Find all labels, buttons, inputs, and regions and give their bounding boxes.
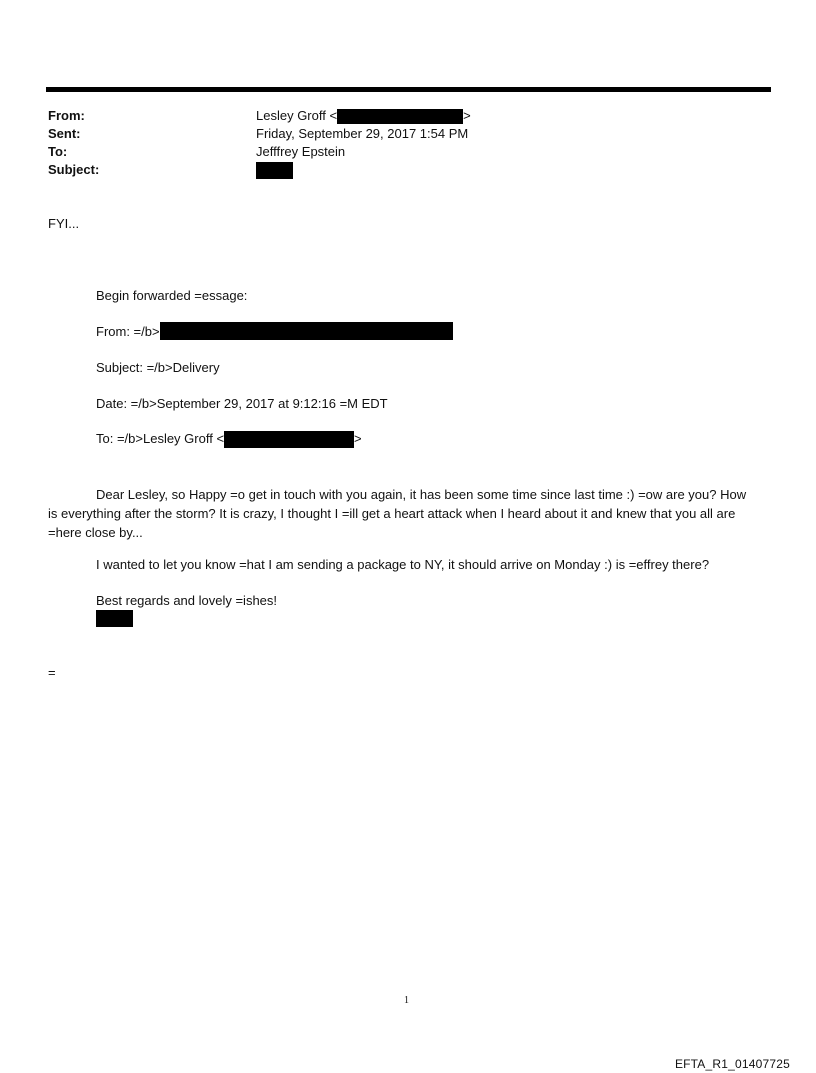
fwd-to-redaction xyxy=(224,431,354,448)
sent-value: Friday, September 29, 2017 1:54 PM xyxy=(256,126,469,141)
subject-redaction xyxy=(256,162,293,179)
trailing-equals: = xyxy=(48,665,56,680)
header-divider xyxy=(46,87,771,92)
fwd-from-redaction xyxy=(160,322,453,340)
from-label: From: xyxy=(48,108,85,123)
closing-line: Best regards and lovely =ishes! xyxy=(96,593,278,608)
paragraph-1-line-3: =here close by... xyxy=(48,525,143,540)
message-paragraph-2: I wanted to let you know =hat I am sending a package to NY, it should arrive on Monday :) is =effrey there? xyxy=(96,557,710,572)
paragraph-1-line-1: Dear Lesley, so Happy =o get in touch with you again, it has been some time since last time :) =ow are you? How xyxy=(96,487,747,502)
redaction-box xyxy=(337,109,463,124)
fwd-to-label: To: =/b>Lesley Groff < xyxy=(96,431,225,446)
fwd-date-line: Date: =/b>September 29, 2017 at 9:12:16 =M EDT xyxy=(96,396,388,411)
to-label: To: xyxy=(48,144,68,159)
forward-intro: Begin forwarded =essage: xyxy=(96,288,248,303)
fyi-text: FYI... xyxy=(48,216,80,231)
subject-label: Subject: xyxy=(48,162,100,177)
fwd-from-label: From: =/b> xyxy=(96,324,160,339)
from-name: Lesley Groff < xyxy=(256,108,338,123)
message-paragraph-1 xyxy=(48,485,778,542)
fwd-to-line xyxy=(96,430,362,448)
fwd-subject-line: Subject: =/b>Delivery xyxy=(96,360,220,375)
fwd-from-line xyxy=(96,323,160,341)
page-number: 1 xyxy=(404,995,409,1006)
to-value: Jefffrey Epstein xyxy=(256,144,346,159)
sent-label: Sent: xyxy=(48,126,81,141)
from-value xyxy=(256,107,471,125)
signature-redaction xyxy=(96,610,133,627)
from-close: > xyxy=(463,108,471,123)
fwd-to-close: > xyxy=(354,431,362,446)
paragraph-1-line-2: is everything after the storm? It is crazy, I thought I =ill get a heart attack when I heard about it and knew that you all are xyxy=(48,506,736,521)
document-id: EFTA_R1_01407725 xyxy=(674,1057,790,1071)
